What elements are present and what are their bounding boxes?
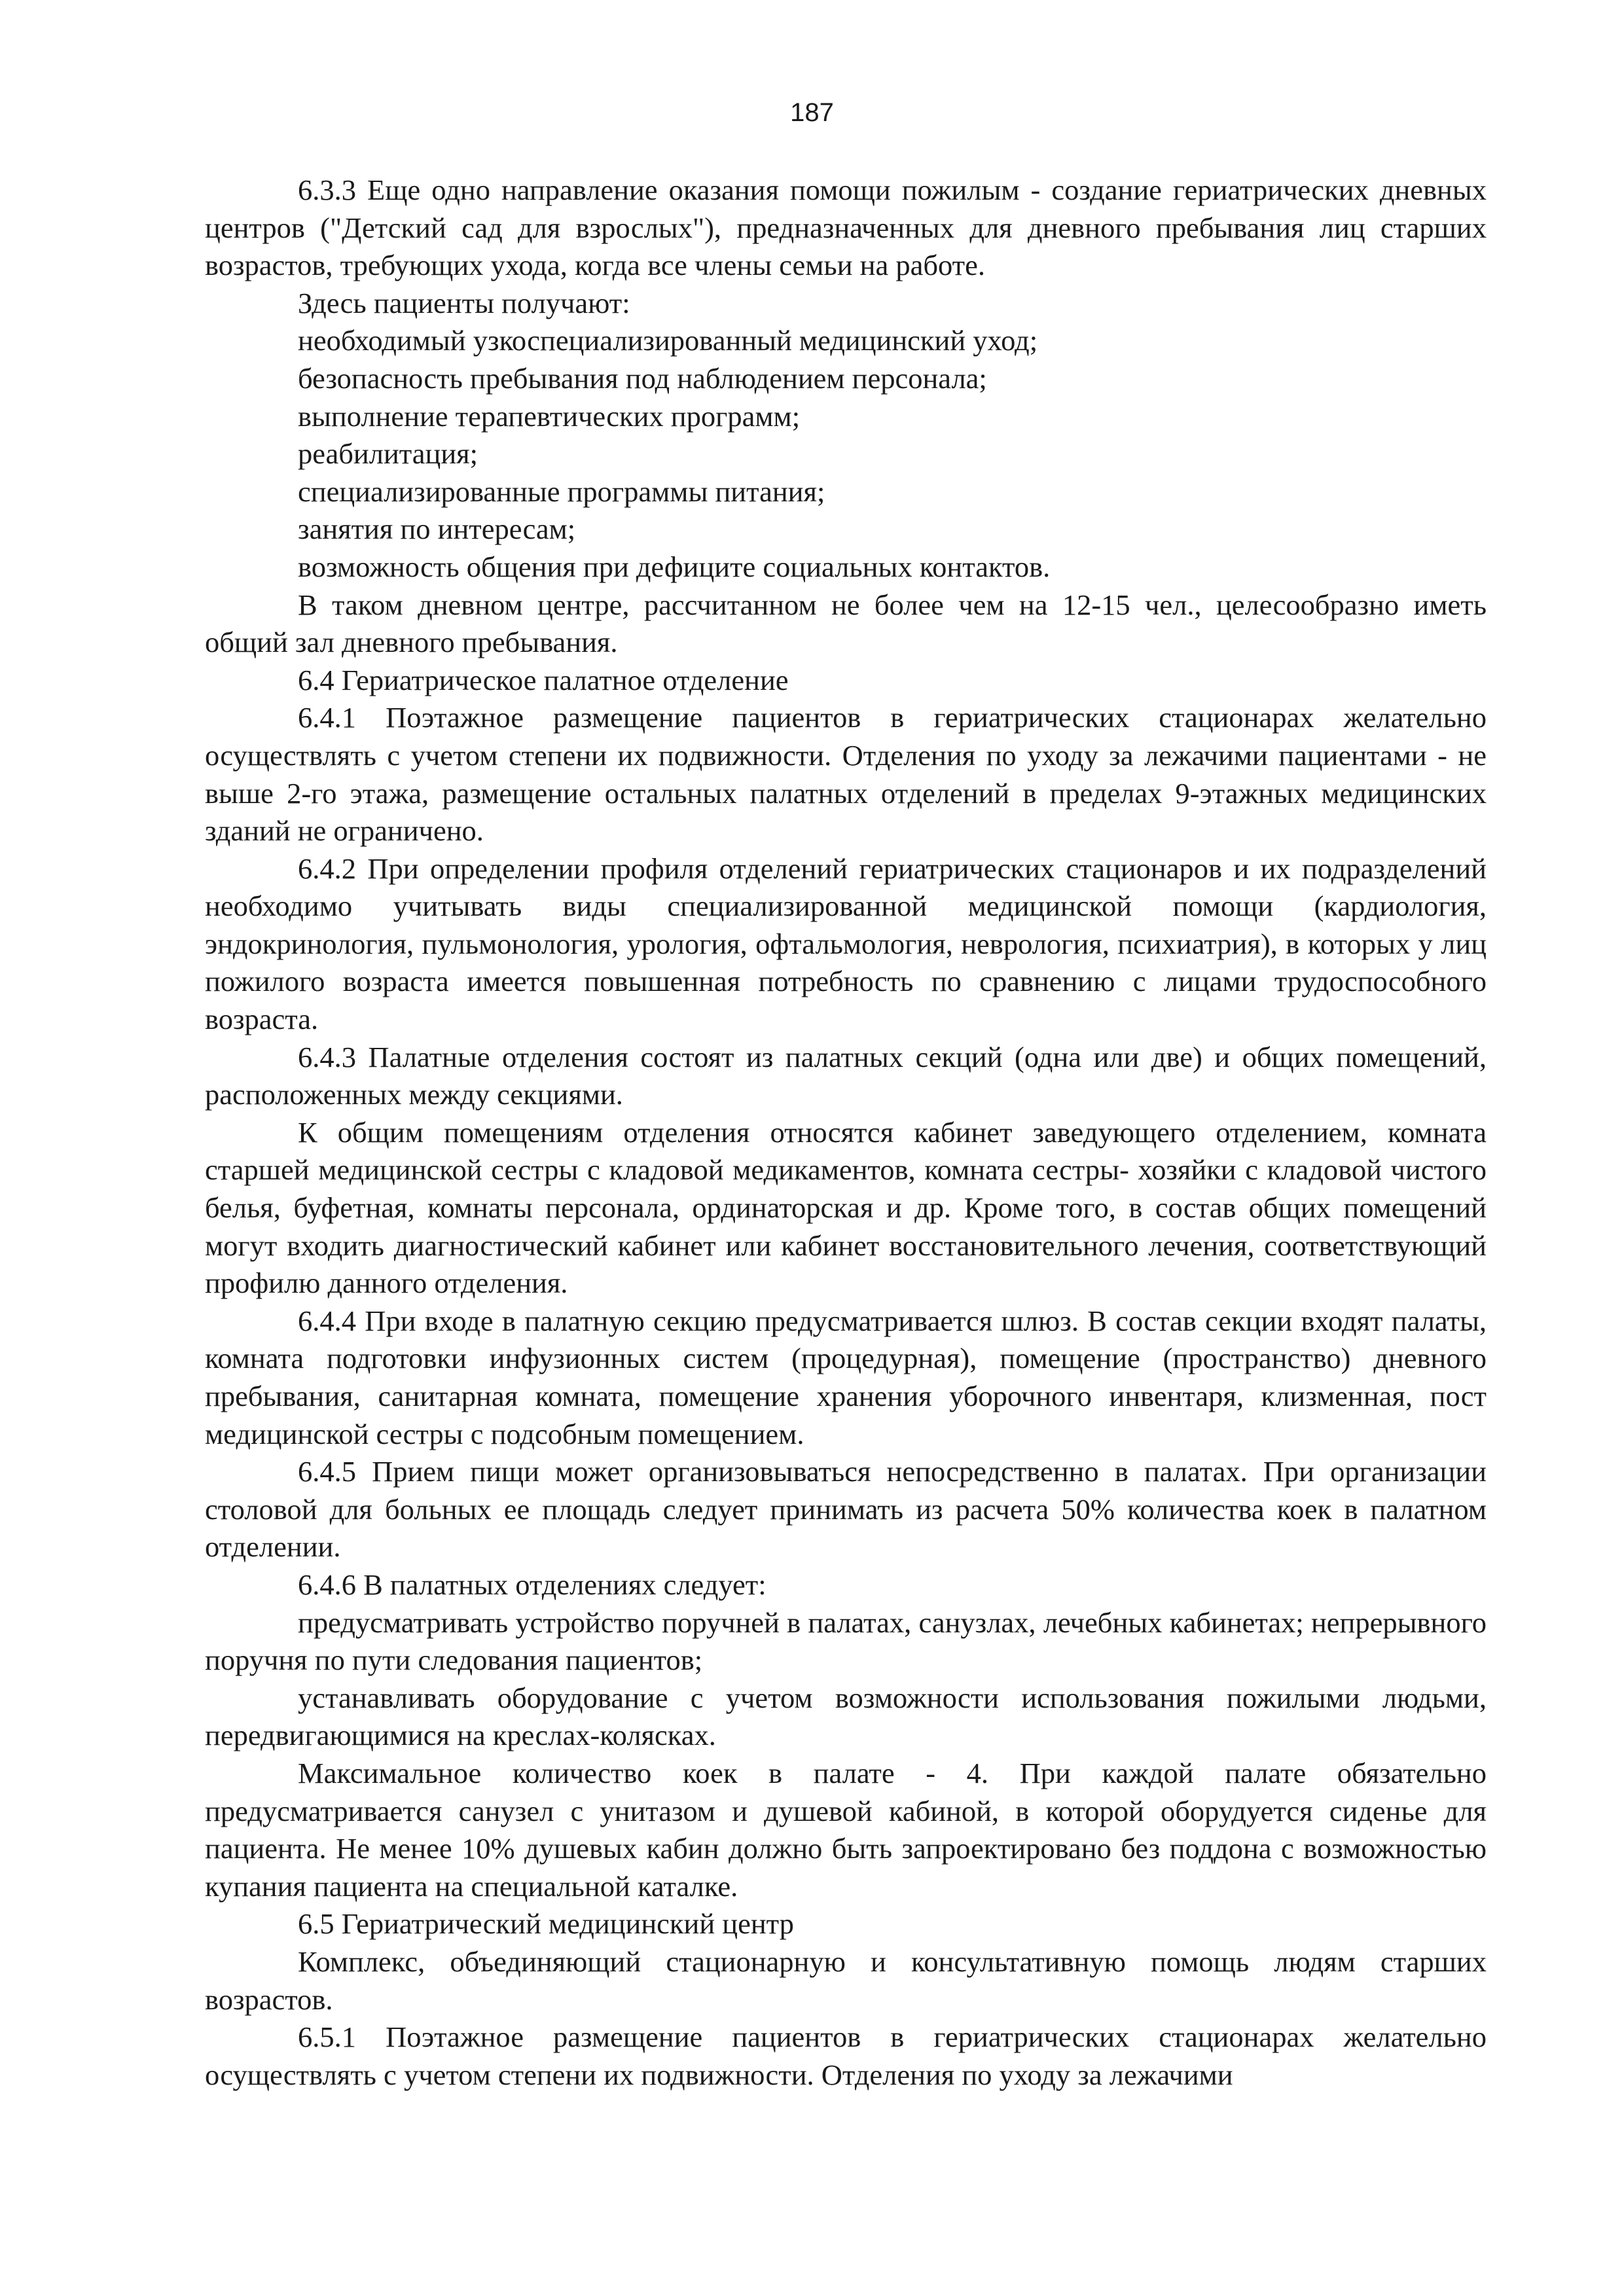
paragraph-day-center-hall: В таком дневном центре, рассчитанном не более чем на 12-15 чел., целесообразно иметь общий зал дневного пребывания. [205,588,1487,659]
list-intro: Здесь пациенты получают: [298,286,630,319]
page-number: 187 [790,98,834,127]
paragraph-handrails: предусматривать устройство поручней в палатах, санузлах, лечебных кабинетах; непрерывного поручня по пути следования пациентов; [205,1605,1487,1677]
paragraph-complex: Комплекс, объединяющий стационарную и консультативную помощь людям старших возрастов. [205,1945,1487,2016]
section-heading-6-5: 6.5 Гериатрический медицинский центр [298,1907,794,1941]
paragraph-6-4-1: 6.4.1 Поэтажное размещение пациентов в гериатрических стационарах желательно осуществлять с учетом степени их подвижности. Отделения по уходу за лежачими пациентами - не выше 2-го этажа, размещение остальных палатных отделений в пределах 9-этажных медицинских зданий не ограничено. [205,701,1487,848]
paragraph-6-4-5: 6.4.5 Прием пищи может организовываться непосредственно в палатах. При организации столовой для больных ее площадь следует принимать из расчета 50% количества коек в палатном отделении. [205,1455,1487,1564]
paragraph-equipment: устанавливать оборудование с учетом возможности использования пожилыми людьми, передвигающимися на креслах-колясках. [205,1681,1487,1752]
list-item: безопасность пребывания под наблюдением персонала; [298,361,987,395]
paragraph-6-4-4: 6.4.4 При входе в палатную секцию предусматривается шлюз. В состав секции входят палаты, комната подготовки инфузионных систем (процедурная), помещение (пространство) дневного пребывания, санитарная комната, помещение хранения уборочного инвентаря, клизменная, пост медицинской сестры с подсобным помещением. [205,1304,1487,1450]
paragraph-common-rooms: К общим помещениям отделения относятся кабинет заведующего отделением, комната старшей медицинской сестры с кладовой медикаментов, комната сестры- хозяйки с кладовой чистого белья, буфетная, комнаты персонала, ординаторская и др. Кроме того, в состав общих помещений могут входить диагностический кабинет или кабинет восстановительного лечения, соответствующий профилю данного отделения. [205,1115,1487,1300]
list-item: возможность общения при дефиците социальных контактов. [298,550,1051,583]
paragraph-6-4-3: 6.4.3 Палатные отделения состоят из палатных секций (одна или две) и общих помещений, расположенных между секциями. [205,1040,1487,1111]
list-item: выполнение терапевтических программ; [298,399,801,433]
paragraph-6-4-6: 6.4.6 В палатных отделениях следует: [298,1568,767,1601]
paragraph-6-5-1: 6.5.1 Поэтажное размещение пациентов в гериатрических стационарах желательно осуществлять с учетом степени их подвижности. Отделения по уходу за лежачими [205,2020,1487,2091]
list-item: занятия по интересам; [298,512,576,546]
paragraph-6-4-2: 6.4.2 При определении профиля отделений гериатрических стационаров и их подразделений необходимо учитывать виды специализированной медицинской помощи (кардиология, эндокринология, пульмонология, урология, офтальмология, неврология, психиатрия), в которых у лиц пожилого возраста имеется повышенная потребность по сравнению с лицами трудоспособного возраста. [205,852,1487,1036]
list-item: реабилитация; [298,437,478,471]
list-item: специализированные программы питания; [298,475,825,508]
paragraph-6-3-3: 6.3.3 Еще одно направление оказания помощи пожилым - создание гериатрических дневных центров ("Детский сад для взрослых"), предназначенных для дневного пребывания лиц старших возрастов, требующих ухода, когда все члены семьи на работе. [205,173,1487,282]
section-heading-6-4: 6.4 Гериатрическое палатное отделение [298,663,789,696]
document-body [205,171,1487,2094]
paragraph-max-beds: Максимальное количество коек в палате - 4. При каждой палате обязательно предусматривается санузел с унитазом и душевой кабиной, в которой оборудуется сиденье для пациента. Не менее 10% душевых кабин должно быть запроектировано без поддона с возможностью купания пациента на специальной каталке. [205,1756,1487,1903]
list-item: необходимый узкоспециализированный медицинский уход; [298,324,1038,357]
